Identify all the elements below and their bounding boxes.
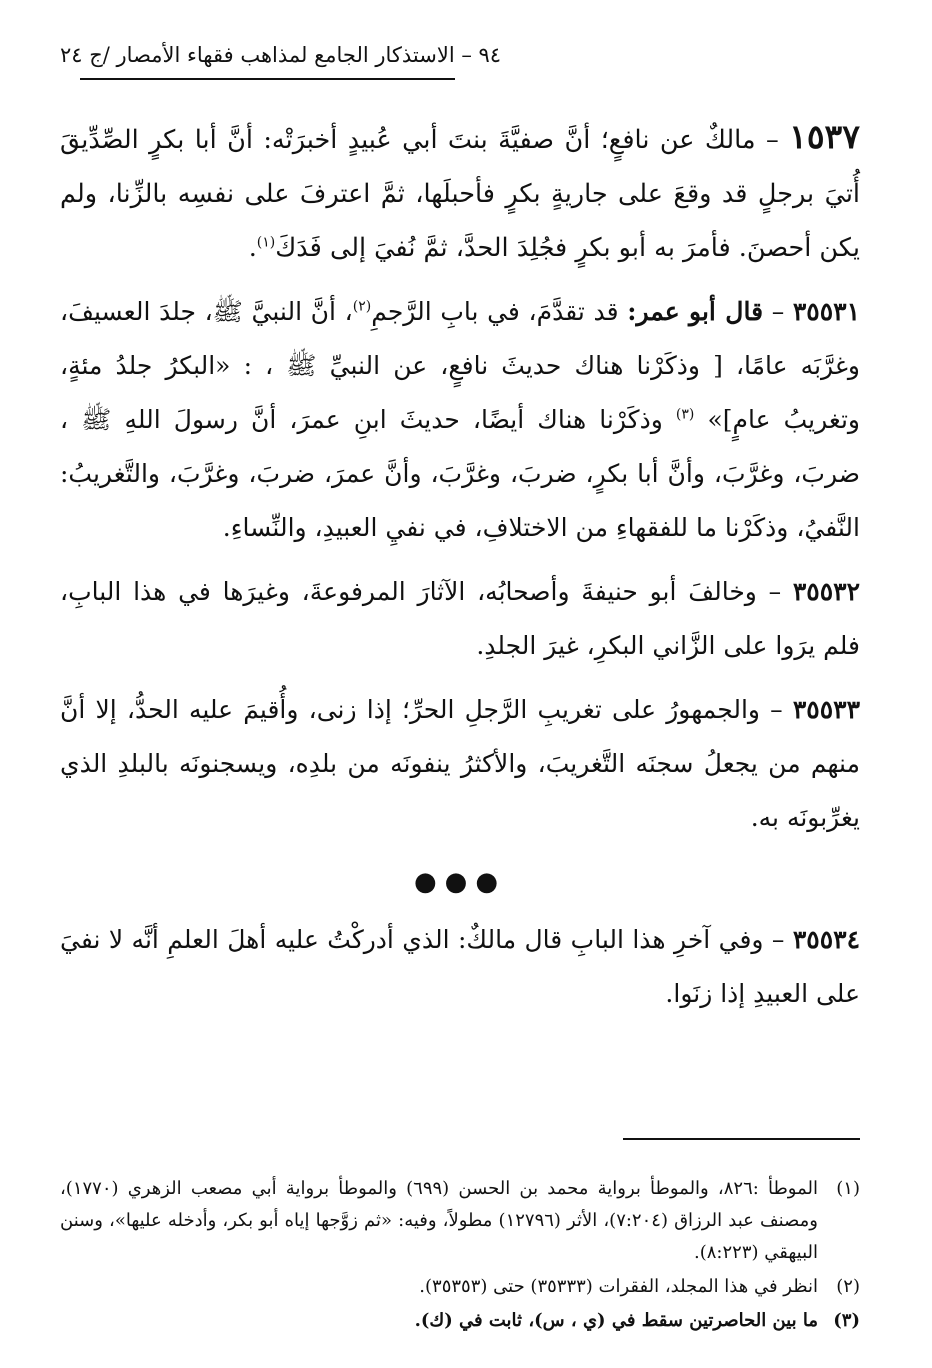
footnote-rule [623, 1138, 860, 1140]
paragraph-text: قد تقدَّمَ، في بابِ الرَّجمِ [371, 297, 628, 326]
header-rule [80, 78, 455, 80]
speaker-label: قال أبو عمر: [627, 297, 764, 326]
footnote-text: الموطأ :٨٢٦، والموطأ برواية محمد بن الحسن (٦٩٩) والموطأ برواية أبي مصعب الزهري (١٧٧٠)، ومصنف عبد الرزاق (٧:٢٠٤)، الأثر (١٢٧٩٦) مطولاً، وفيه: «ثم زوَّجها إياه أبو بكر، وأدخله عليها»، وسنن البيهقي (٨:٢٢٣). [60, 1178, 818, 1263]
paragraph-text: – والجمهورُ على تغريبِ الرَّجلِ الحرِّ؛ إذا زنى، وأُقيمَ عليه الحدُّ، إلا أنَّ منهم من يجعلُ سجنَه التَّغريبَ، والأكثرُ ينفونَه من بلدِه، ويسجنونَه بالبلدِ الذي يغرِّبونَه به. [60, 695, 860, 832]
paragraph-35532 [60, 565, 860, 673]
paragraph-35534 [60, 913, 860, 1021]
footnote-1 [60, 1173, 860, 1269]
footnote-text: ما بين الحاصرتين سقط في (ي ، س)، ثابت في (ك). [414, 1310, 818, 1331]
running-title: ٩٤ – الاستذكار الجامع لمذاهب فقهاء الأمصار /ج ٢٤ [60, 43, 502, 67]
paragraph-text: – مالكٌ عن نافعٍ؛ أنَّ صفيَّةَ بنتَ أبي عُبيدٍ أخبرَتْه: أنَّ أبا بكرٍ الصِّدِّيقَ أُتيَ برجلٍ قد وقعَ على جاريةٍ بكرٍ فأحبلَها، ثمَّ اعترفَ على نفسِه بالزِّنا، ولم يكن أحصنَ. فأمرَ به أبو بكرٍ فجُلِدَ الحدَّ، ثمَّ نُفيَ إلى فَدَكَ [60, 125, 860, 263]
paragraph-text-continued: وذكَرْنا هناك أيضًا، حديثَ ابنِ عمرَ، أنَّ رسولَ اللهِ ﷺ ، ضربَ، وغرَّبَ، وأنَّ أبا بكرٍ، ضربَ، وغرَّبَ، وأنَّ عمرَ، ضربَ، وغرَّبَ، والتَّغريبُ: النَّفيُ، وذكَرْنا ما للفقهاءِ من الاختلافِ، في نفيِ العبيدِ، والنِّساءِ. [60, 405, 860, 542]
footnote-marker: (١) [836, 1178, 860, 1199]
paragraph-number: ٣٥٥٣١ [792, 297, 861, 326]
paragraph-number: ١٥٣٧ [789, 117, 860, 156]
main-text [60, 110, 860, 1031]
paragraph-number: ٣٥٥٣٣ [792, 695, 860, 724]
footnote-marker: (٢) [836, 1276, 860, 1297]
page [60, 40, 861, 1331]
footnote-marker: (٣) [833, 1310, 860, 1331]
footnote-ref[interactable]: (٣) [675, 406, 695, 423]
footnote-ref[interactable]: (١) [256, 234, 276, 251]
section-separator: ●●● [413, 867, 507, 897]
paragraph-1537 [60, 110, 860, 275]
footnotes [60, 1173, 860, 1339]
paragraph-tail: . [248, 233, 257, 263]
paragraph-35531: ٣٥٥٣١ – قال أبو عمر: قد تقدَّمَ، في بابِ الرَّجمِ$^{(٢)}$، أنَّ النبيَّ ﷺ، جلدَ العسيفَ، وغرَّبَه عامًا، [ وذكَرْنا هناك حديثَ نافعٍ، عن النبيِّ ﷺ ، : «البكرُ جلدُ مئةٍ، وتغريبُ عامٍ]» $^{(٣)}$ وذكَرْنا هناك أيضًا، حديثَ ابنِ عمرَ، أنَّ رسولَ اللهِ ﷺ ، ضربَ، وغرَّبَ، وأنَّ أبا بكرٍ، ضربَ، وغرَّبَ، وأنَّ عمرَ، ضربَ، وغرَّبَ، والتَّغريبُ: النَّفيُ، وذكَرْنا ما للفقهاءِ من الاختلافِ، في نفيِ العبيدِ، والنِّساءِ. [60, 297, 861, 542]
footnote-ref[interactable]: (٢) [352, 298, 372, 315]
page-header [60, 40, 860, 70]
paragraph-35533 [60, 683, 860, 845]
paragraph-number: ٣٥٥٣٢ [792, 577, 860, 606]
paragraph-number: ٣٥٥٣٤ [792, 925, 860, 954]
footnote-2 [60, 1271, 860, 1303]
paragraph-text: – وفي آخرِ هذا البابِ قال مالكٌ: الذي أدركْتُ عليه أهلَ العلمِ أنَّه لا نفيَ على العبيدِ إذا زنَوا. [60, 925, 860, 1008]
footnote-text: انظر في هذا المجلد، الفقرات (٣٥٣٣٣) حتى (٣٥٣٥٣). [419, 1276, 818, 1297]
footnote-3 [60, 1305, 860, 1337]
paragraph-text: – وخالفَ أبو حنيفةَ وأصحابُه، الآثارَ المرفوعةَ، وغيرَها في هذا البابِ، فلم يرَوا على الزَّاني البكرِ، غيرَ الجلدِ. [60, 577, 860, 660]
paragraph-text-continued: ، أنَّ النبيَّ ﷺ، جلدَ العسيفَ، وغرَّبَه عامًا، [ وذكَرْنا هناك حديثَ نافعٍ، عن النبيِّ ﷺ ، : «البكرُ جلدُ مئةٍ، وتغريبُ عامٍ]» [60, 297, 860, 434]
